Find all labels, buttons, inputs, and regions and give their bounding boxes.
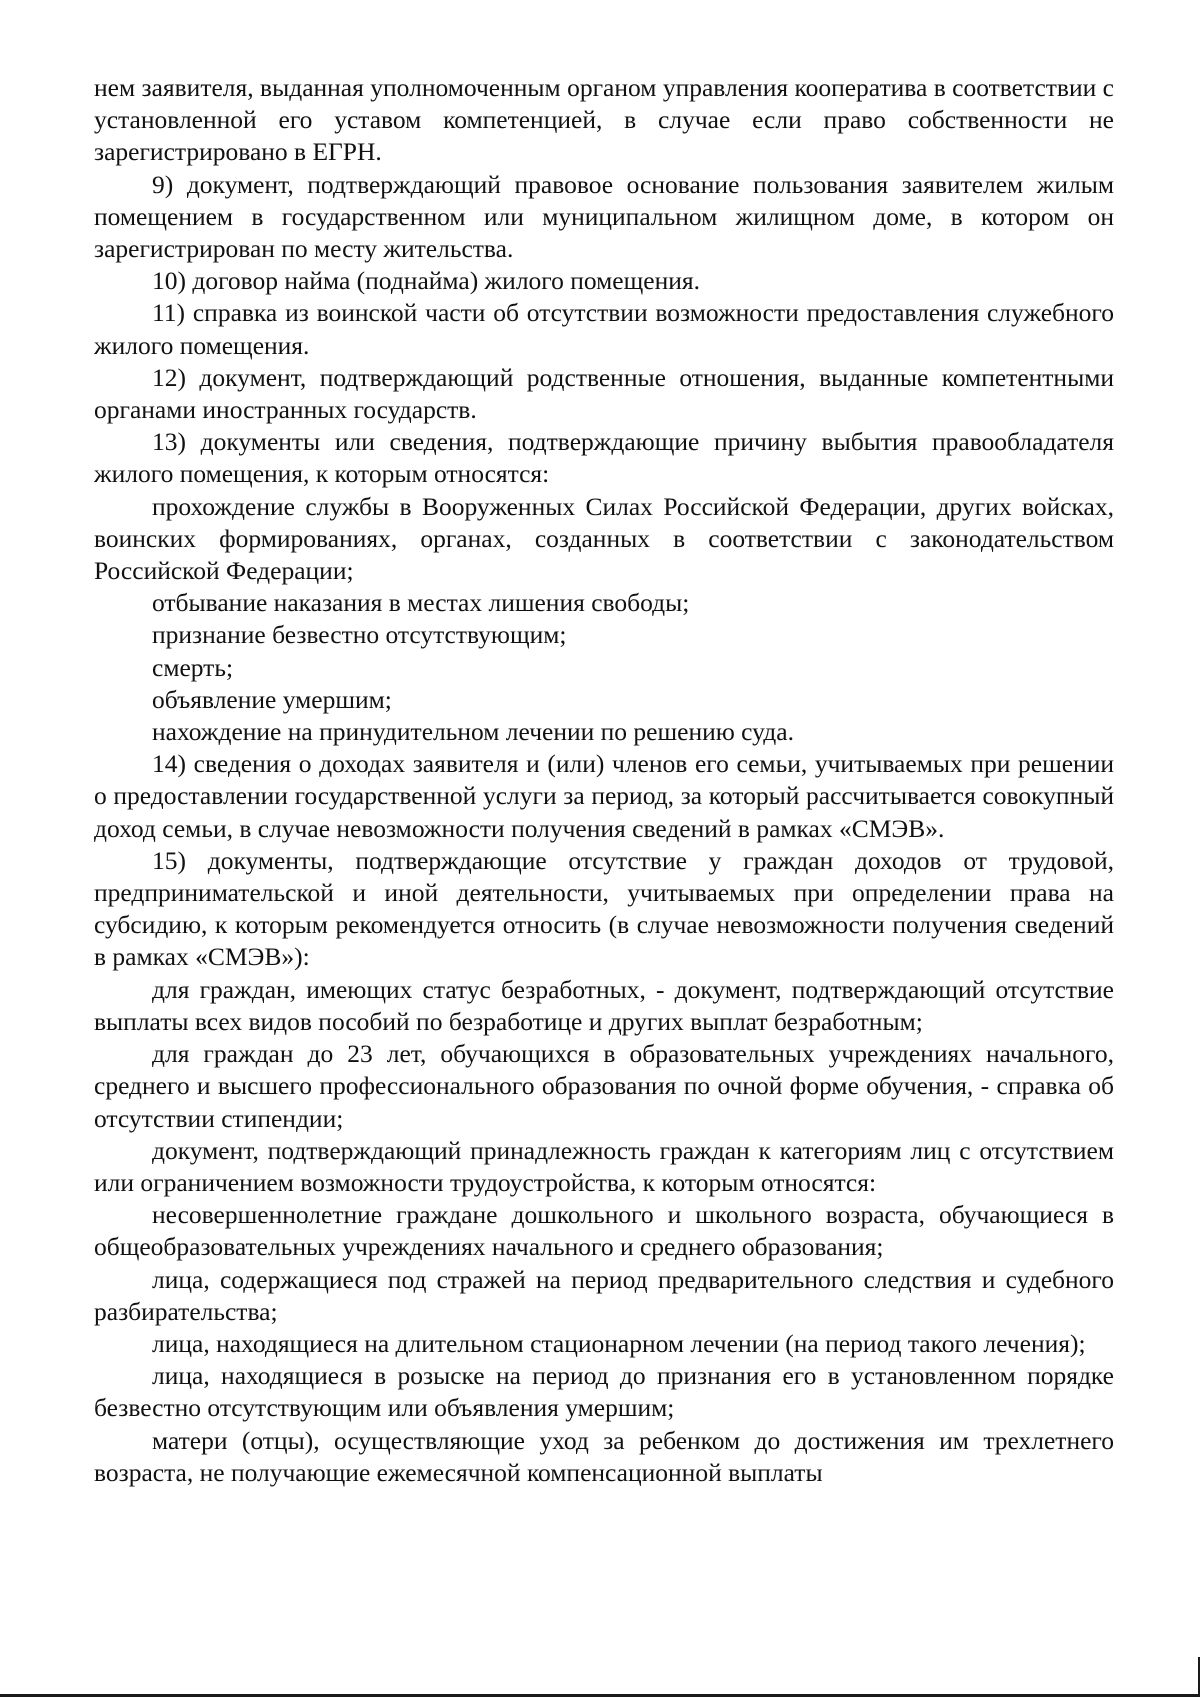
paragraph-item-13-missing: признание безвестно отсутствующим; xyxy=(152,620,567,650)
paragraph-item-9: 9) документ, подтверждающий правовое основание пользования заявителем жилым помещением в государственном или муниципальном жилищном доме, в котором он зарегистрирован по месту жительства. xyxy=(94,169,1114,264)
paragraph-item-11: 11) справка из воинской части об отсутствии возможности предоставления служебного жилого помещения. xyxy=(94,298,1114,360)
paragraph-item-13: 13) документы или сведения, подтверждающие причину выбытия правообладателя жилого помещения, к которым относятся: xyxy=(94,427,1114,489)
paragraph-item-15-students: для граждан до 23 лет, обучающихся в образовательных учреждениях начального, среднего и высшего профессионального образования по очной форме обучения, - справка об отсутствии стипендии; xyxy=(94,1039,1114,1133)
paragraph-item-14: 14) сведения о доходах заявителя и (или) членов его семьи, учитываемых при решении о предоставлении государственной услуги за период, за который рассчитывается совокупный доход семьи, в случае невозможности получения сведений в рамках «СМЭВ». xyxy=(94,749,1114,843)
paragraph-item-15: 15) документы, подтверждающие отсутствие у граждан доходов от трудовой, предпринимательской и иной деятельности, учитываемых при определении права на субсидию, к которым рекомендуется относить (в случае невозможности получения сведений в рамках «СМЭВ»): xyxy=(94,845,1114,972)
paragraph-item-13-service: прохождение службы в Вооруженных Силах Российской Федерации, других войсках, воинских формированиях, органах, созданных в соответствии с законодательством Российской Федерации; xyxy=(94,491,1114,586)
paragraph-item-15-wanted: лица, находящиеся в розыске на период до признания его в установленном порядке безвестно отсутствующим или объявления умершим; xyxy=(94,1361,1114,1423)
paragraph-item-15-hospitalized: лица, находящиеся на длительном стационарном лечении (на период такого лечения); xyxy=(152,1328,1086,1358)
paragraph-item-15-minors: несовершеннолетние граждане дошкольного и школьного возраста, обучающиеся в общеобразовательных учреждениях начального и среднего образования; xyxy=(94,1200,1114,1262)
paragraph-continuation: нем заявителя, выданная уполномоченным органом управления кооператива в соответствии с установленной его уставом компетенцией, в случае если право собственности не зарегистрировано в ЕГРН. xyxy=(94,73,1114,167)
paragraph-item-13-compulsory-treatment: нахождение на принудительном лечении по решению суда. xyxy=(152,717,794,747)
paragraph-item-15-document: документ, подтверждающий принадлежность граждан к категориям лиц с отсутствием или ограничением возможности трудоустройства, к которым относятся: xyxy=(94,1135,1114,1197)
paragraph-item-15-parents: матери (отцы), осуществляющие уход за ребенком до достижения им трехлетнего возраста, не получающие ежемесячной компенсационной выплаты xyxy=(94,1425,1114,1487)
paragraph-item-15-detained: лица, содержащиеся под стражей на период предварительного следствия и судебного разбирательства; xyxy=(94,1264,1114,1326)
paragraph-item-13-declared-dead: объявление умершим; xyxy=(152,684,392,714)
paragraph-item-10: 10) договор найма (поднайма) жилого помещения. xyxy=(152,266,700,296)
paragraph-item-12: 12) документ, подтверждающий родственные отношения, выданные компетентными органами иностранных государств. xyxy=(94,362,1114,425)
paragraph-item-13-death: смерть; xyxy=(152,652,234,682)
document-page xyxy=(94,72,1114,1489)
paragraph-item-15-unemployed: для граждан, имеющих статус безработных, - документ, подтверждающий отсутствие выплаты всех видов пособий по безработице и других выплат безработным; xyxy=(94,974,1114,1036)
paragraph-item-13-prison: отбывание наказания в местах лишения свободы; xyxy=(152,588,690,618)
